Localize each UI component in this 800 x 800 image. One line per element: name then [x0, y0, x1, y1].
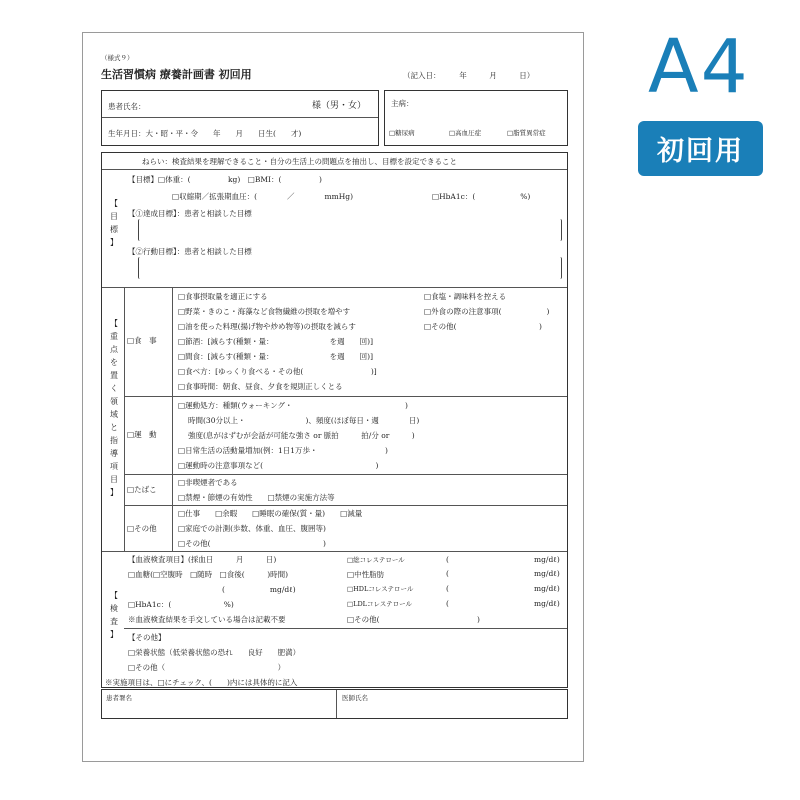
- goal-side-label: 【 目 標 】: [110, 199, 118, 247]
- achieve-goal-field[interactable]: [138, 219, 562, 241]
- goal-weight-bmi[interactable]: 【目標】□体重：( kg) □BMI：( ): [128, 175, 322, 184]
- ldl-cholesterol[interactable]: □LDLコレステロール: [347, 600, 413, 608]
- exam-side-label: 【 検 査 】: [110, 591, 118, 639]
- exam-other-2[interactable]: □その他（ ）: [128, 663, 286, 672]
- main-form: [101, 152, 568, 688]
- patient-name-label: 患者氏名：: [108, 102, 146, 111]
- entry-date: （記入日： 年 月 日）: [403, 71, 535, 80]
- other-item[interactable]: □仕事 □余暇 □睡眠の確保(質・量) □減量: [178, 509, 363, 518]
- doctor-name-label: 医師氏名: [342, 694, 368, 702]
- hdl-cholesterol[interactable]: □HDLコレステロール: [347, 585, 414, 593]
- form-number: （様式９）: [101, 54, 134, 62]
- divider: [102, 551, 567, 552]
- aim-text: ねらい：検査結果を理解できること・自分の生活上の問題点を抽出し、目標を設定できること: [142, 157, 457, 166]
- paren: (: [446, 555, 449, 564]
- other-label[interactable]: □その他: [127, 524, 157, 533]
- honorific-sex: 様（男・女）: [312, 101, 367, 111]
- action-goal-label: 【②行動目標】：患者と相談した目標: [128, 247, 252, 256]
- unit-label: mg/dℓ): [534, 555, 560, 564]
- paren: (: [446, 599, 449, 608]
- exercise-item[interactable]: □日常生活の活動量増加(例：1日1万歩・ ): [178, 446, 388, 455]
- exercise-label[interactable]: □運 動: [127, 430, 157, 439]
- tobacco-item[interactable]: □非喫煙者である: [178, 478, 238, 487]
- achieve-goal-label: 【①達成目標】：患者と相談した目標: [128, 209, 252, 218]
- diet-item[interactable]: □節酒：[減らす(種類・量： を週 回)]: [178, 337, 374, 346]
- form-title: 生活習慣病 療養計画書 初回用: [101, 68, 252, 81]
- diet-item[interactable]: □油を使った料理(揚げ物や炒め物等)の摂取を減らす: [178, 322, 356, 331]
- exercise-item[interactable]: 時間(30分以上・ )、頻度(ほぼ毎日・週 日): [188, 416, 420, 425]
- exercise-item[interactable]: □運動処方：種類(ウォーキング・ ): [178, 401, 408, 410]
- size-label: A4: [648, 24, 750, 110]
- diet-item[interactable]: □食事時間：朝食、昼食、夕食を規則正しくとる: [178, 382, 343, 391]
- edition-label: 初回用: [657, 136, 744, 167]
- blood-test-title: 【血液検査項目】(採血日 月 日): [128, 555, 277, 564]
- tobacco-item[interactable]: □禁煙・節煙の有効性 □禁煙の実施方法等: [178, 493, 335, 502]
- diet-item[interactable]: □間食：[減らす(種類・量： を週 回)]: [178, 352, 374, 361]
- exercise-item[interactable]: 強度(息がはずむが会話が可能な強さ or 脈拍 拍/分 or ): [188, 431, 415, 440]
- diet-item[interactable]: □食べ方：[ゆっくり食べる・その他( )]: [178, 367, 377, 376]
- birth-date: 生年月日：大・昭・平・令 年 月 日生( 才): [108, 129, 302, 138]
- unit-label: mg/dℓ): [534, 599, 560, 608]
- exam-other[interactable]: □その他( ): [347, 615, 480, 624]
- exam-note: ※血液検査結果を手交している場合は記載不要: [128, 615, 286, 624]
- divider: [124, 287, 125, 551]
- tobacco-label[interactable]: □たばこ: [127, 485, 157, 494]
- goal-blood-pressure[interactable]: □収縮期／拡張期血圧：( ／ mmHg): [172, 192, 354, 201]
- focus-side-label: 【 重 点 を 置 く 領 域 と 指 導 項 目 】: [110, 319, 118, 497]
- exercise-item[interactable]: □運動時の注意事項など( ): [178, 461, 379, 470]
- other-item[interactable]: □家庭での計測(歩数、体重、血圧、腹囲等): [178, 524, 326, 533]
- diet-item[interactable]: □野菜・きのこ・海藻など食物繊維の摂取を増やす: [178, 307, 351, 316]
- patient-box: [101, 90, 379, 146]
- goal-hba1c[interactable]: □HbA1c：( %): [432, 192, 531, 201]
- divider: [124, 505, 567, 506]
- diet-label[interactable]: □食 事: [127, 336, 157, 345]
- diet-item[interactable]: □外食の際の注意事項( ): [424, 307, 550, 316]
- signature-box: [101, 689, 568, 719]
- diet-item[interactable]: □食塩・調味料を控える: [424, 292, 507, 301]
- action-goal-field[interactable]: [138, 257, 562, 279]
- divider: [102, 117, 378, 118]
- disease-label: 主病：: [391, 99, 414, 108]
- paren: (: [446, 584, 449, 593]
- blood-glucose[interactable]: □血糖(□空腹時 □随時 □食後( )時間): [128, 570, 289, 579]
- total-cholesterol[interactable]: □総コレステロール: [347, 556, 405, 564]
- disease-diabetes[interactable]: □糖尿病: [389, 129, 415, 137]
- edition-badge: [638, 121, 763, 176]
- disease-lipid[interactable]: □脂質異常症: [507, 129, 546, 137]
- triglyceride[interactable]: □中性脂肪: [347, 570, 385, 579]
- divider: [172, 287, 173, 551]
- diet-item[interactable]: □食事摂取量を適正にする: [178, 292, 268, 301]
- divider: [124, 628, 567, 629]
- other-section-title: 【その他】: [128, 633, 166, 642]
- disease-box: [384, 90, 568, 146]
- divider: [124, 396, 567, 397]
- form-sheet: [82, 32, 584, 762]
- other-item[interactable]: □その他( ): [178, 539, 326, 548]
- nutrition-status[interactable]: □栄養状態（低栄養状態の恐れ 良好 肥満）: [128, 648, 301, 657]
- divider: [102, 169, 567, 170]
- exam-hba1c[interactable]: □HbA1c：( %): [128, 600, 234, 609]
- unit-label: mg/dℓ): [534, 584, 560, 593]
- patient-signature-label: 患者署名: [106, 694, 132, 702]
- footer-note: ※実施項目は、□にチェック、( )内には具体的に記入: [105, 678, 298, 687]
- diet-item[interactable]: □その他( ): [424, 322, 542, 331]
- unit-label: mg/dℓ): [534, 569, 560, 578]
- divider: [336, 690, 337, 718]
- divider: [124, 474, 567, 475]
- blood-glucose-value[interactable]: ( mg/dℓ): [222, 585, 296, 594]
- disease-hypertension[interactable]: □高血圧症: [449, 129, 482, 137]
- paren: (: [446, 569, 449, 578]
